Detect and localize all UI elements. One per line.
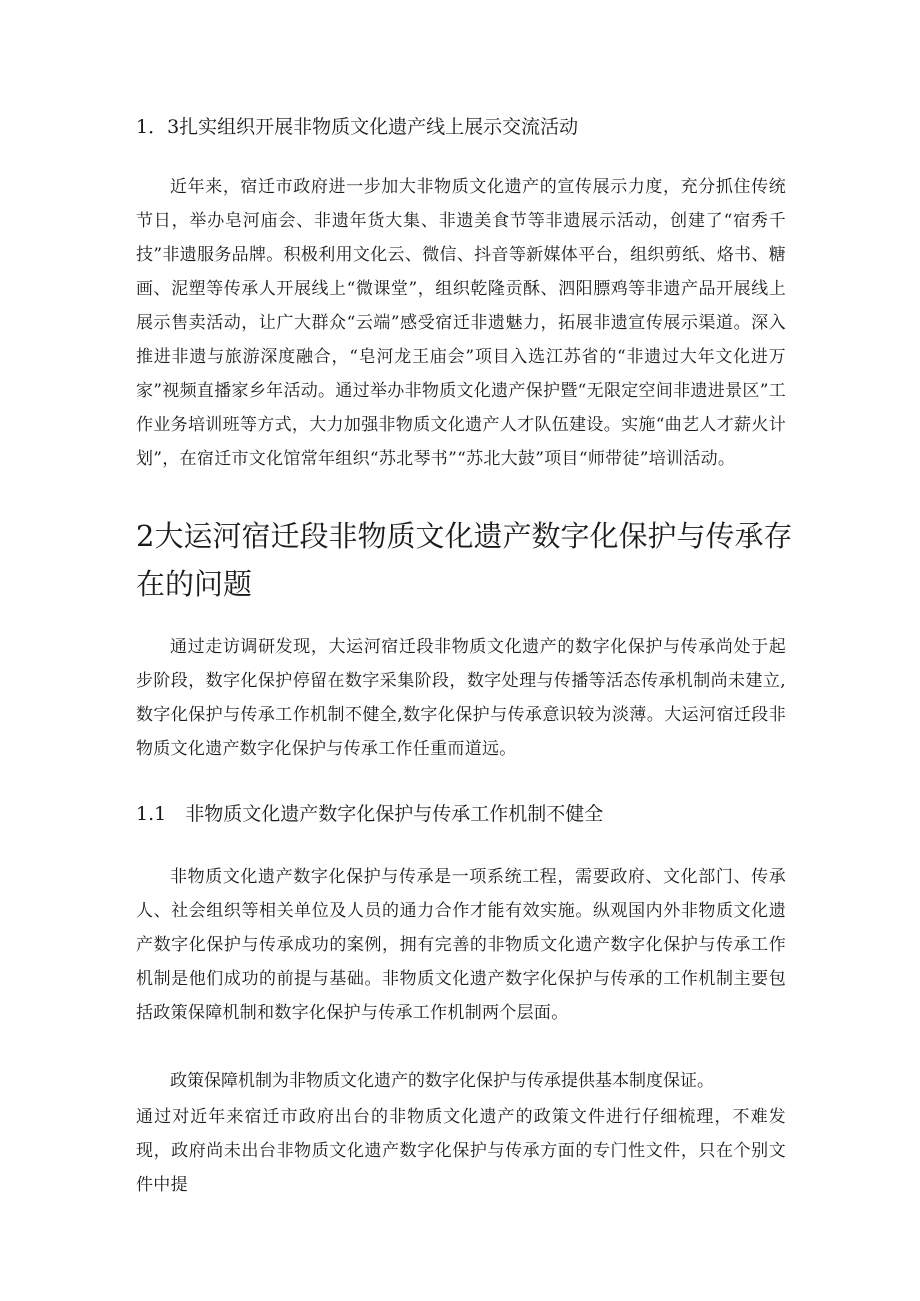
section-2-paragraph: 通过走访调研发现，大运河宿迁段非物质文化遗产的数字化保护与传承尚处于起步阶段，数字化保护停留在数字采集阶段，数字处理与传播等活态传承机制尚未建立,数字化保护与传承工作机制不健全,数字化保护与传承意识较为淡薄。大运河宿迁段非物质文化遗产数字化保护与传承工作任重而道远。 xyxy=(136,637,786,759)
section-1-1-paragraph-1: 非物质文化遗产数字化保护与传承是一项系统工程，需要政府、文化部门、传承人、社会组织等相关单位及人员的通力合作才能有效实施。纵观国内外非物质文化遗产数字化保护与传承成功的案例，拥有完善的非物质文化遗产数字化保护与传承工作机制是他们成功的前提与基础。非物质文化遗产数字化保护与传承的工作机制主要包括政策保障机制和数字化保护与传承工作机制两个层面。 xyxy=(136,867,786,1023)
section-1-3-heading: 1．3扎实组织开展非物质文化遗产线上展示交流活动 xyxy=(136,116,579,138)
section-1-1-heading: 1.1 非物质文化遗产数字化保护与传承工作机制不健全 xyxy=(136,803,604,825)
section-1-3-paragraph: 近年来，宿迁市政府进一步加大非物质文化遗产的宣传展示力度，充分抓住传统节日，举办皂河庙会、非遗年货大集、非遗美食节等非遗展示活动，创建了“宿秀千技”非遗服务品牌。积极利用文化云、微信、抖音等新媒体平台，组织剪纸、烙书、糖画、泥塑等传承人开展线上“微课堂”，组织乾隆贡酥、泗阳膘鸡等非遗产品开展线上展示售卖活动，让广大群众“云端”感受宿迁非遗魅力，拓展非遗宣传展示渠道。深入推进非遗与旅游深度融合，“皂河龙王庙会”项目入选江苏省的“非遗过大年文化进万家”视频直播家乡年活动。通过举办非物质文化遗产保护暨“无限定空间非遗进景区”工作业务培训班等方式，大力加强非物质文化遗产人才队伍建设。实施“曲艺人才薪火计划”，在宿迁市文化馆常年组织“苏北琴书”“苏北大鼓”项目“师带徒”培训活动。 xyxy=(136,177,786,469)
section-1-1-paragraph-2-rest: 通过对近年来宿迁市政府出台的非物质文化遗产的政策文件进行仔细梳理，不难发现，政府尚未出台非物质文化遗产数字化保护与传承方面的专门性文件，只在个别文件中提 xyxy=(136,1107,786,1195)
section-2-heading: 2大运河宿迁段非物质文化遗产数字化保护与传承存在的问题 xyxy=(136,519,793,601)
section-1-1-paragraph-2-first-line: 政策保障机制为非物质文化遗产的数字化保护与传承提供基本制度保证。 xyxy=(170,1071,714,1091)
